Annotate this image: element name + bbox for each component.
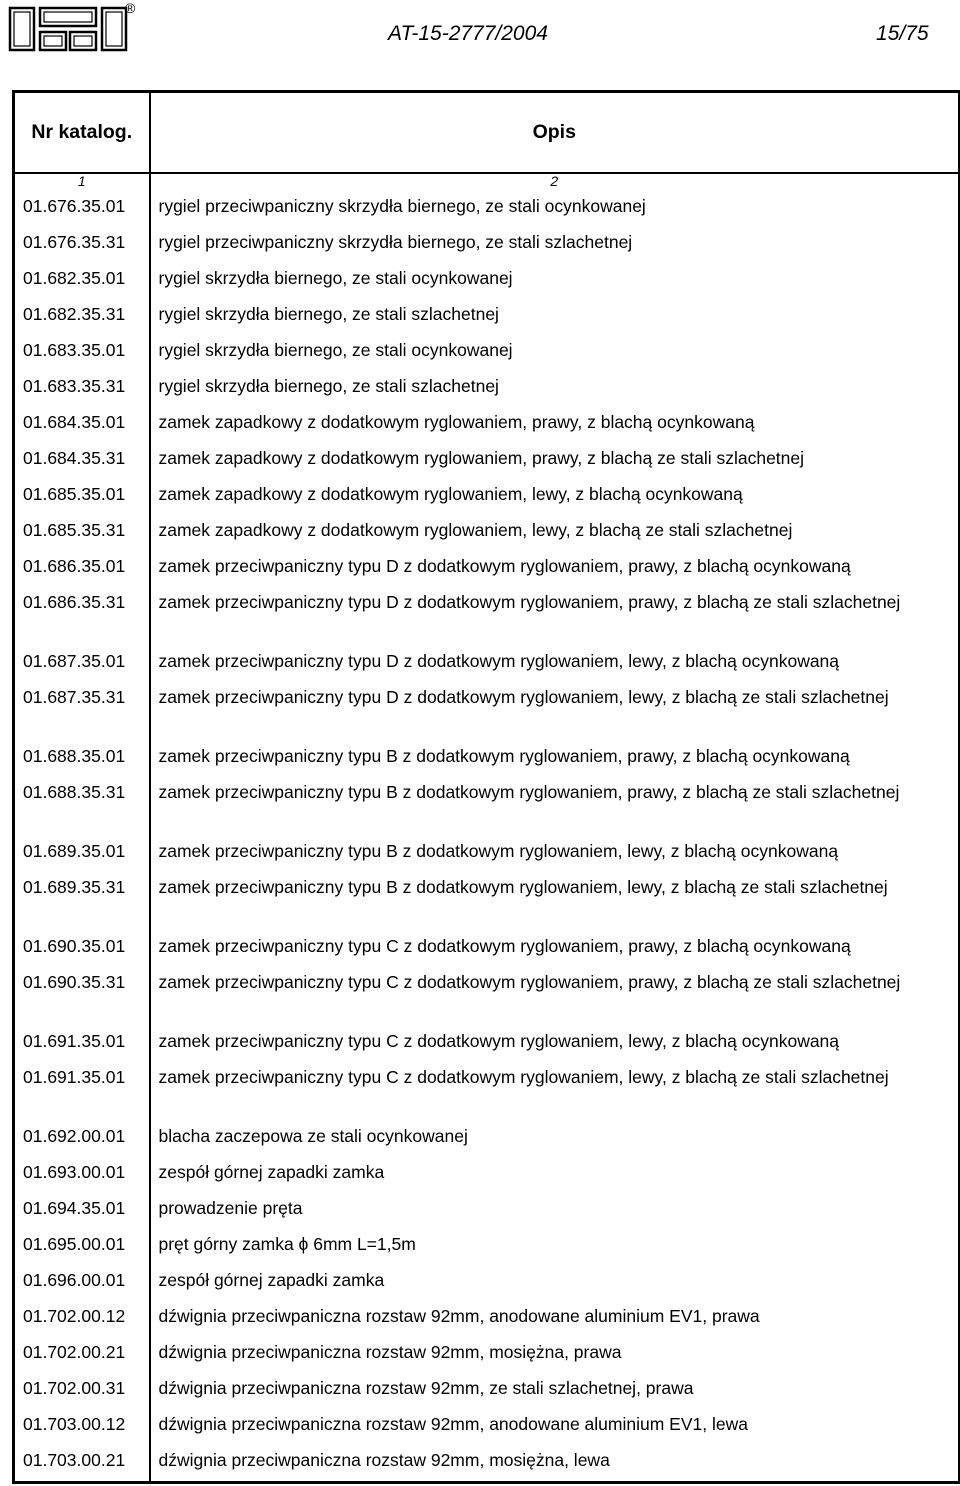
description-cell: zamek zapadkowy z dodatkowym ryglowaniem, lewy, z blachą ze stali szlachetnej [158,520,793,540]
catalog-number-cell: 01.686.35.01 [14,551,150,587]
description-cell: prowadzenie pręta [158,1198,303,1218]
catalog-number-cell: 01.687.35.31 [14,682,150,741]
table-row [14,777,960,836]
table-row [14,836,960,872]
table-row [14,646,960,682]
description-cell: zamek przeciwpaniczny typu B z dodatkowym ryglowaniem, lewy, z blachą ze stali szlachetnej [158,877,888,897]
table-row [14,1301,960,1337]
table-row [14,587,960,646]
catalog-number-cell: 01.693.00.01 [14,1157,150,1193]
table-row [14,1062,960,1121]
catalog-number-cell: 01.694.35.01 [14,1193,150,1229]
table-row [14,967,960,1026]
column-number-1: 1 [14,173,150,191]
catalog-number-cell: 01.676.35.01 [14,191,150,227]
table-header-row [14,92,960,174]
catalog-number-cell: 01.685.35.01 [14,479,150,515]
catalog-number-cell: 01.702.00.12 [14,1301,150,1337]
table-row [14,1121,960,1157]
description-cell: pręt górny zamka ϕ 6mm L=1,5m [158,1234,416,1254]
table-row [14,551,960,587]
itb-logo [8,4,128,54]
catalog-number-cell: 01.689.35.31 [14,872,150,931]
catalog-number-cell: 01.683.35.31 [14,371,150,407]
description-cell: zamek przeciwpaniczny typu B z dodatkowym ryglowaniem, prawy, z blachą ze stali szlachetnej [158,782,900,802]
table-row [14,515,960,551]
catalog-number-cell: 01.690.35.01 [14,931,150,967]
table-row [14,1409,960,1445]
catalog-number-cell: 01.688.35.31 [14,777,150,836]
header-description: Opis [150,92,960,174]
description-cell: dźwignia przeciwpaniczna rozstaw 92mm, anodowane aluminium EV1, lewa [158,1414,748,1434]
description-cell: rygiel skrzydła biernego, ze stali ocynkowanej [158,340,513,360]
table-row [14,479,960,515]
table-row [14,407,960,443]
table-row [14,872,960,931]
catalog-number-cell: 01.702.00.31 [14,1373,150,1409]
catalog-number-cell: 01.682.35.31 [14,299,150,335]
table-row [14,1265,960,1301]
document-id: AT-15-2777/2004 [388,22,548,45]
catalog-table [12,90,960,1484]
table-row [14,1157,960,1193]
column-number-row [14,173,960,191]
catalog-number-cell: 01.682.35.01 [14,263,150,299]
header-catalog-number: Nr katalog. [14,92,150,174]
description-cell: dźwignia przeciwpaniczna rozstaw 92mm, mosiężna, prawa [158,1342,622,1362]
table-row [14,741,960,777]
registered-mark: ® [125,0,136,16]
description-cell: zamek przeciwpaniczny typu C z dodatkowym ryglowaniem, lewy, z blachą ocynkowaną [158,1031,840,1051]
description-cell: zamek przeciwpaniczny typu D z dodatkowym ryglowaniem, lewy, z blachą ze stali szlachetnej [158,687,889,707]
table-row [14,443,960,479]
description-cell: dźwignia przeciwpaniczna rozstaw 92mm, ze stali szlachetnej, prawa [158,1378,694,1398]
table-row [14,335,960,371]
table-row [14,1373,960,1409]
description-cell: zamek przeciwpaniczny typu D z dodatkowym ryglowaniem, lewy, z blachą ocynkowaną [158,651,840,671]
catalog-number-cell: 01.685.35.31 [14,515,150,551]
catalog-number-cell: 01.703.00.12 [14,1409,150,1445]
table-row [14,299,960,335]
description-cell: zamek przeciwpaniczny typu B z dodatkowym ryglowaniem, prawy, z blachą ocynkowaną [158,746,850,766]
description-cell: zamek przeciwpaniczny typu C z dodatkowym ryglowaniem, lewy, z blachą ze stali szlachetnej [158,1067,889,1087]
description-cell: rygiel skrzydła biernego, ze stali ocynkowanej [158,268,513,288]
description-cell: rygiel przeciwpaniczny skrzydła biernego, ze stali szlachetnej [158,232,633,252]
catalog-number-cell: 01.687.35.01 [14,646,150,682]
catalog-number-cell: 01.684.35.01 [14,407,150,443]
table-row [14,1026,960,1062]
table-row [14,1445,960,1483]
description-cell: zamek zapadkowy z dodatkowym ryglowaniem, prawy, z blachą ocynkowaną [158,412,755,432]
column-number-2: 2 [550,173,559,189]
catalog-table-container [12,90,958,1484]
description-cell: rygiel skrzydła biernego, ze stali szlachetnej [158,376,499,396]
catalog-number-cell: 01.692.00.01 [14,1121,150,1157]
description-cell: dźwignia przeciwpaniczna rozstaw 92mm, mosiężna, lewa [150,1445,960,1483]
description-cell: dźwignia przeciwpaniczna rozstaw 92mm, anodowane aluminium EV1, prawa [158,1306,760,1326]
catalog-number-cell: 01.683.35.01 [14,335,150,371]
catalog-number-cell: 01.703.00.21 [14,1445,150,1483]
catalog-number-cell: 01.690.35.31 [14,967,150,1026]
table-row [14,191,960,227]
description-cell: rygiel skrzydła biernego, ze stali szlachetnej [158,304,499,324]
catalog-number-cell: 01.676.35.31 [14,227,150,263]
catalog-number-cell: 01.695.00.01 [14,1229,150,1265]
description-cell: zamek przeciwpaniczny typu C z dodatkowym ryglowaniem, prawy, z blachą ocynkowaną [158,936,851,956]
catalog-number-cell: 01.691.35.01 [14,1026,150,1062]
catalog-number-cell: 01.696.00.01 [14,1265,150,1301]
catalog-number-cell: 01.686.35.31 [14,587,150,646]
table-row [14,1337,960,1373]
catalog-number-cell: 01.684.35.31 [14,443,150,479]
table-row [14,1229,960,1265]
table-row [14,227,960,263]
catalog-number-cell: 01.688.35.01 [14,741,150,777]
description-cell: zamek zapadkowy z dodatkowym ryglowaniem, lewy, z blachą ocynkowaną [158,484,743,504]
description-cell: blacha zaczepowa ze stali ocynkowanej [158,1126,468,1146]
table-row [14,931,960,967]
description-cell: zamek przeciwpaniczny typu C z dodatkowym ryglowaniem, prawy, z blachą ze stali szlachetnej [158,972,901,992]
description-cell: zespół górnej zapadki zamka [158,1270,385,1290]
description-cell: zespół górnej zapadki zamka [158,1162,385,1182]
table-row [14,371,960,407]
catalog-number-cell: 01.689.35.01 [14,836,150,872]
page-number: 15/75 [876,22,929,45]
catalog-number-cell: 01.702.00.21 [14,1337,150,1373]
table-row [14,682,960,741]
description-cell: zamek zapadkowy z dodatkowym ryglowaniem, prawy, z blachą ze stali szlachetnej [158,448,805,468]
description-cell: zamek przeciwpaniczny typu D z dodatkowym ryglowaniem, prawy, z blachą ze stali szlachetnej [158,592,901,612]
table-row [14,263,960,299]
description-cell: zamek przeciwpaniczny typu D z dodatkowym ryglowaniem, prawy, z blachą ocynkowaną [158,556,851,576]
description-cell: zamek przeciwpaniczny typu B z dodatkowym ryglowaniem, lewy, z blachą ocynkowaną [158,841,839,861]
table-row [14,1193,960,1229]
catalog-number-cell: 01.691.35.01 [14,1062,150,1121]
description-cell: rygiel przeciwpaniczny skrzydła biernego, ze stali ocynkowanej [158,196,646,216]
